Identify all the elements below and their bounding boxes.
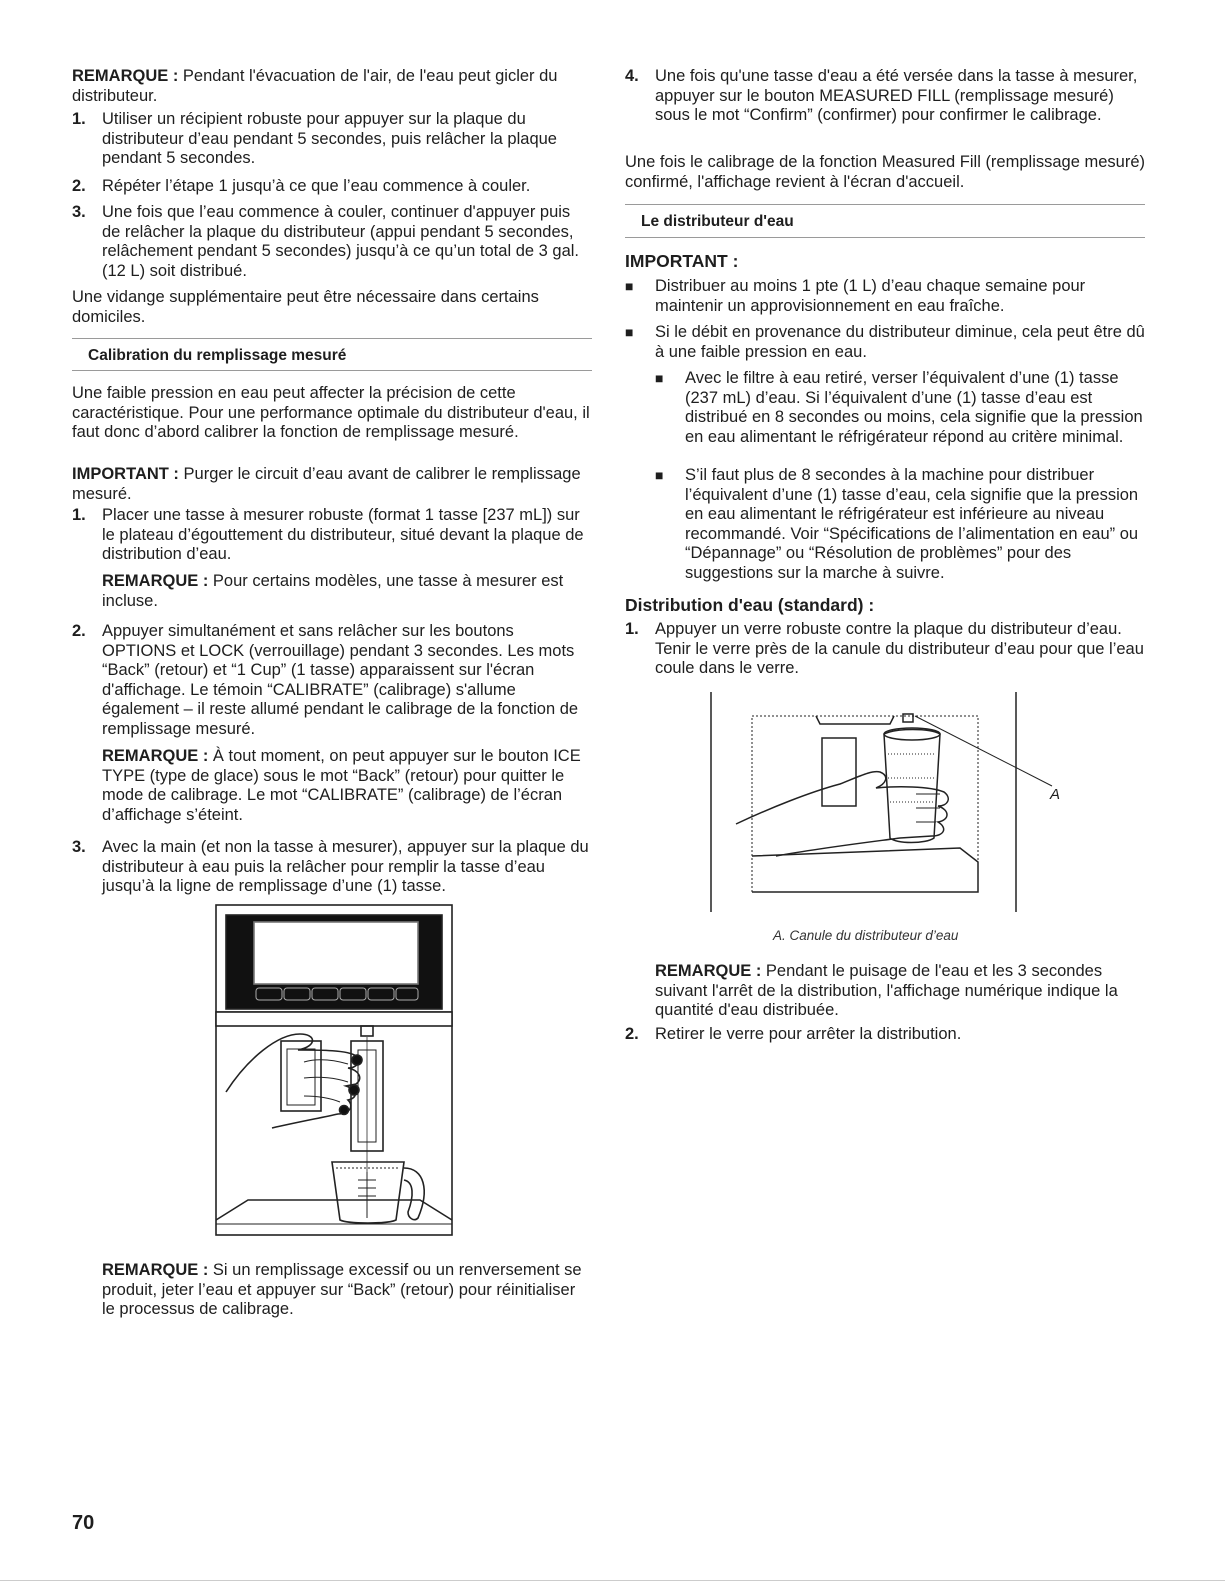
step-text: Répéter l’étape 1 jusqu’à ce que l’eau commence à couler. [102, 177, 531, 195]
calib-step-4 [625, 67, 1145, 126]
cup-handle [404, 1168, 424, 1220]
step-text: Une fois que l’eau commence à couler, continuer d'appuyer puis de relâcher la plaque du distributeur (appui pendant 5 secondes, relâchement pendant 5 secondes) jusqu’à ce qu’un total de 3 gal. (12 L) soit distribué. [102, 203, 579, 280]
calib-note-1 [102, 572, 592, 611]
calibration-illustration [208, 900, 458, 1242]
intro-note [72, 67, 592, 106]
water-spout [361, 1026, 373, 1036]
important-text: Purger le circuit d’eau avant de calibrer le remplissage mesuré. [72, 465, 581, 503]
dispenser-paddle [822, 738, 856, 806]
bullet-item [625, 277, 1145, 316]
page-bottom-edge [0, 1580, 1225, 1581]
dispenser-heading: Le distributeur d'eau [641, 213, 794, 230]
note-label: REMARQUE : [102, 572, 209, 590]
leader-line [915, 716, 1052, 786]
step-text: Utiliser un récipient robuste pour appuyer sur la plaque du distributeur d’eau pendant 5 secondes, puis relâcher la plaque pendant 5 secondes. [102, 110, 557, 168]
note-label: REMARQUE : [655, 962, 762, 980]
intro-note-label: REMARQUE : [72, 67, 179, 85]
bullet-text: Avec le filtre à eau retiré, verser l’équivalent d’une (1) tasse (237 mL) d’eau. Si l’équivalent d’une (1) tasse d’eau est distribué en 8 secondes ou moins, cela signifie que la pression en eau alimentant le réfrigérateur répond au critère minimal. [685, 369, 1143, 446]
std-step-1 [625, 620, 1145, 679]
bullet-square-icon: ■ [655, 370, 664, 386]
important-note [72, 465, 592, 504]
drip-tray [216, 1200, 452, 1220]
divider [625, 204, 1145, 205]
step-number: 4. [625, 67, 639, 85]
step-text: Placer une tasse à mesurer robuste (format 1 tasse [237 mL]) sur le plateau d’égouttement du distributeur, situé devant la plaque de distribution d’eau. [102, 506, 584, 564]
calib-note-2 [102, 747, 592, 825]
bullet-square-icon: ■ [625, 278, 634, 294]
dispensing-note [655, 962, 1145, 1021]
std-step-2 [625, 1025, 1145, 1045]
step-1 [72, 110, 592, 169]
important-heading: IMPORTANT : [625, 251, 739, 271]
step-text: Retirer le verre pour arrêter la distribution. [655, 1025, 962, 1043]
bullet-text: S’il faut plus de 8 secondes à la machine pour distribuer l’équivalent d’une (1) tasse d’eau, cela signifie que la pression en eau alimentant le réfrigérateur est inférieure au niveau recommandé. Voir “Spécifications de l’alimentation en eau” ou “Dépannage” ou “Résolution de problèmes” pour des suggestions sur la marche à suivre. [685, 466, 1139, 582]
step-number: 2. [72, 622, 86, 640]
divider [72, 370, 592, 371]
measuring-cup [332, 1162, 404, 1223]
note-text: Si un remplissage excessif ou un renversement se produit, jeter l’eau et appuyer sur “Back” (retour) pour réinitialiser le processus de calibrage. [102, 1261, 582, 1319]
hand [736, 772, 948, 856]
step-text: Appuyer un verre robuste contre la plaque du distributeur d’eau. Tenir le verre près de la canule du distributeur d’eau pour que l’eau coule dans le verre. [655, 620, 1144, 678]
important-label: IMPORTANT : [72, 465, 179, 483]
step-text: Une fois qu'une tasse d'eau a été versée dans la tasse à mesurer, appuyer sur le bouton MEASURED FILL (remplissage mesuré) sous le mot “Confirm” (confirmer) pour confirmer le calibrage. [655, 67, 1138, 125]
dispenser-recess [752, 716, 978, 892]
calib-step-3 [72, 838, 592, 897]
step-number: 3. [72, 838, 86, 856]
sub-bullet-item [655, 369, 1145, 447]
display-screen [254, 922, 418, 984]
note-text: Pendant le puisage de l'eau et les 3 secondes suivant l'arrêt de la distribution, l'affichage numérique indique la quantité d'eau distribuée. [655, 962, 1118, 1020]
figure-label-a: A [1050, 786, 1061, 803]
bullet-square-icon: ■ [655, 467, 664, 483]
step-number: 3. [72, 203, 86, 221]
step-text: Avec la main (et non la tasse à mesurer), appuyer sur la plaque du distributeur à eau puis la relâcher pour remplir la tasse d’eau jusqu’à la ligne de remplissage d’une (1) tasse. [102, 838, 589, 896]
water-spout [903, 714, 913, 722]
note-text: À tout moment, on peut appuyer sur le bouton ICE TYPE (type de glace) sous le mot “Back” (retour) pour quitter le mode de calibrage. Le mot “CALIBRATE” (calibrage) de l’écran d’affichage s’éteint. [102, 747, 581, 824]
calib-note-3 [102, 1261, 592, 1320]
intro-note-text: Pendant l'évacuation de l'air, de l'eau peut gicler du distributeur. [72, 67, 558, 105]
step-number: 2. [625, 1025, 639, 1043]
divider [625, 237, 1145, 238]
drip-tray [752, 848, 978, 892]
bullet-item [625, 323, 1145, 362]
step-number: 1. [625, 620, 639, 638]
confirm-text: Une fois le calibrage de la fonction Measured Fill (remplissage mesuré) confirmé, l'affichage revient à l'écran d'accueil. [625, 153, 1145, 191]
step-number: 2. [72, 177, 86, 195]
glass-illustration [700, 688, 1080, 918]
bullet-text: Distribuer au moins 1 pte (1 L) d’eau chaque semaine pour maintenir un approvisionnement en eau fraîche. [655, 277, 1086, 315]
page-number: 70 [72, 1512, 95, 1534]
hand [226, 1034, 360, 1128]
calib-step-1 [72, 506, 592, 565]
calib-step-2 [72, 622, 592, 740]
standard-dispensing-heading: Distribution d'eau (standard) : [625, 595, 875, 615]
glass [884, 730, 940, 843]
step-number: 1. [72, 110, 86, 128]
spout-housing [816, 716, 894, 724]
divider [72, 338, 592, 339]
calibration-heading: Calibration du remplissage mesuré [88, 347, 347, 364]
bullet-text: Si le débit en provenance du distributeur diminue, cela peut être dû à une faible pression en eau. [655, 323, 1145, 361]
note-text: Pour certains modèles, une tasse à mesurer est incluse. [102, 572, 564, 610]
step-number: 1. [72, 506, 86, 524]
note-label: REMARQUE : [102, 747, 209, 765]
bullet-square-icon: ■ [625, 324, 634, 340]
dispenser-ledge [216, 1012, 452, 1026]
step-3 [72, 203, 592, 281]
calibration-intro: Une faible pression en eau peut affecter la précision de cette caractéristique. Pour une performance optimale du distributeur d'eau, il faut donc d’abord calibrer la fonction de remplissage mesuré. [72, 384, 590, 442]
extra-drain-text: Une vidange supplémentaire peut être nécessaire dans certains domiciles. [72, 288, 539, 326]
figure-caption: A. Canule du distributeur d’eau [773, 928, 959, 943]
step-text: Appuyer simultanément et sans relâcher sur les boutons OPTIONS et LOCK (verrouillage) pendant 3 secondes. Les mots “Back” (retour) et “1 Cup” (1 tasse) apparaissent sur l'écran d'affichage. Le témoin “CALIBRATE” (calibrage) s'allume également – il reste allumé pendant le calibrage de la fonction de remplissage mesuré. [102, 622, 579, 738]
sub-bullet-item [655, 466, 1145, 584]
note-label: REMARQUE : [102, 1261, 209, 1279]
step-2 [72, 177, 592, 197]
